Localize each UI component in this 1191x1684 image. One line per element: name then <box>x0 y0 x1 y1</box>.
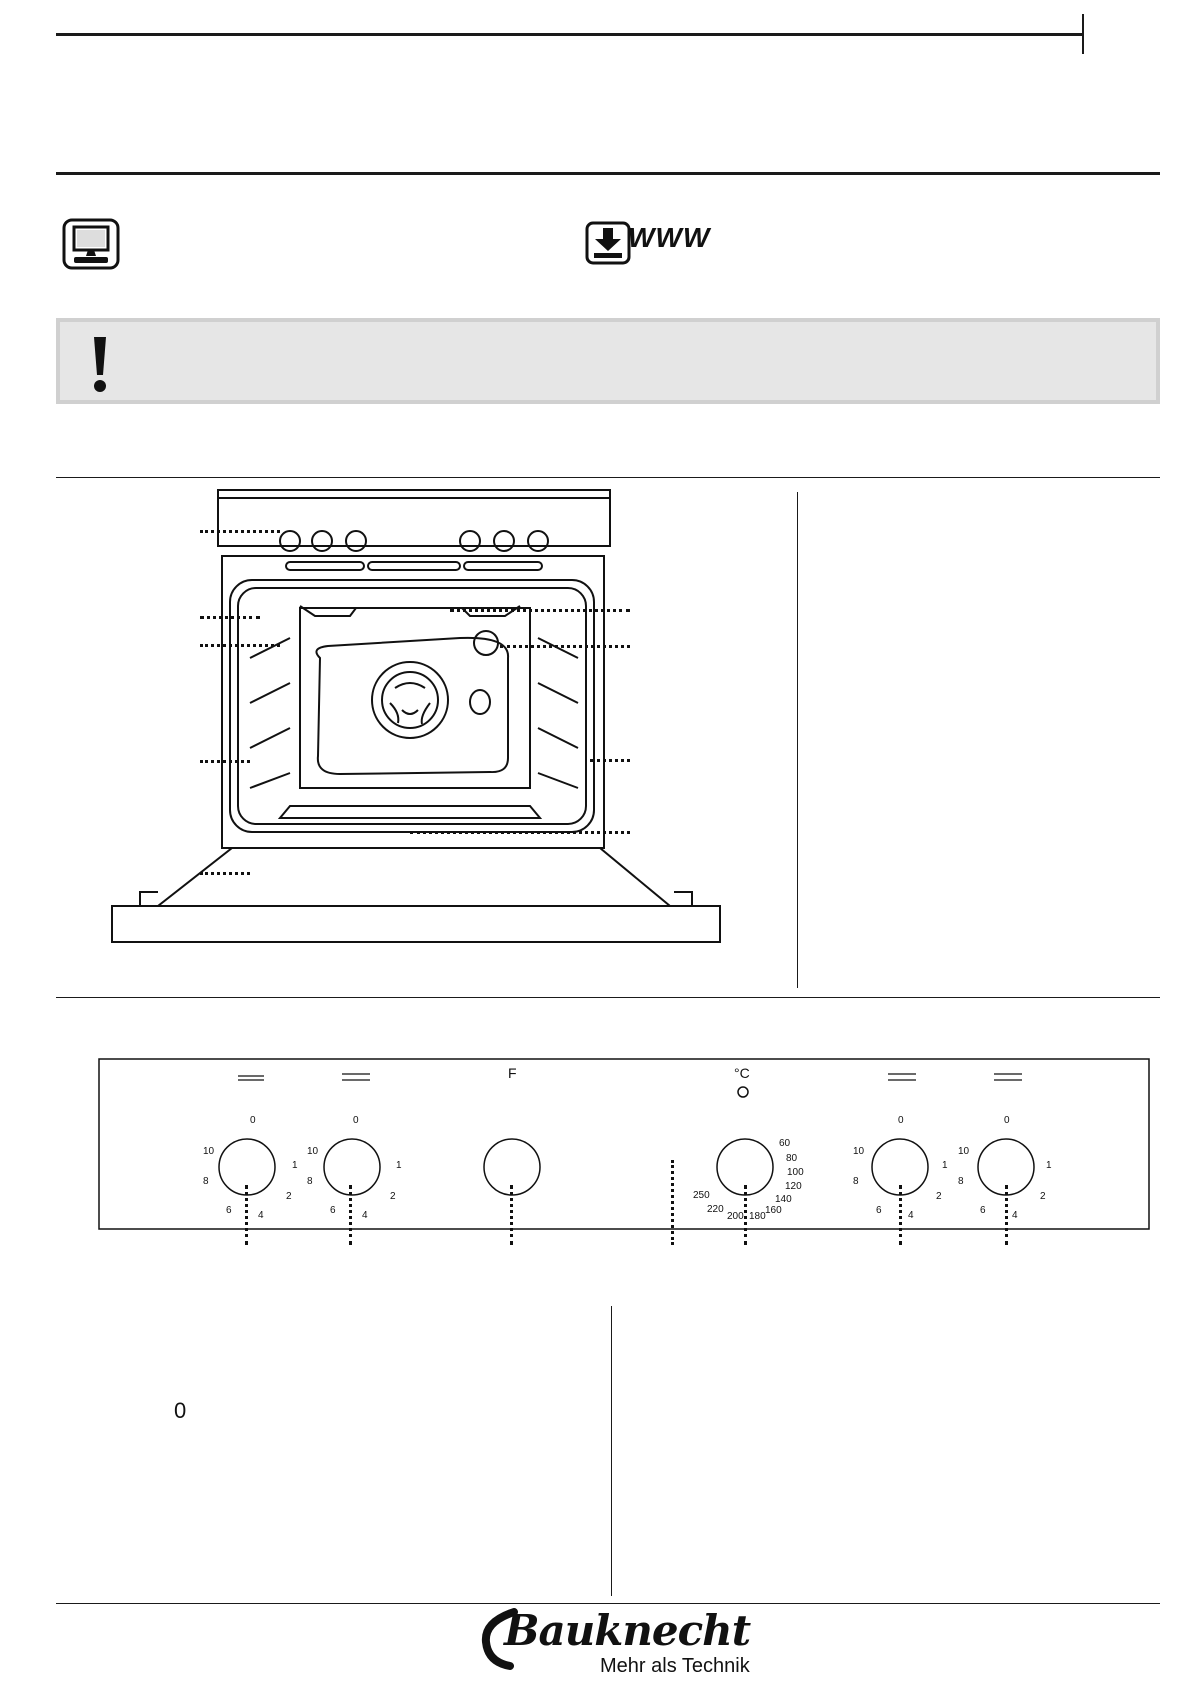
knob2-scale-1: 1 <box>396 1160 402 1171</box>
knob2-scale-6: 6 <box>330 1205 336 1216</box>
knob2-scale-2: 2 <box>390 1191 396 1202</box>
knob1-scale-10: 10 <box>203 1146 215 1157</box>
oven-illustration <box>110 488 730 963</box>
knob5-scale-6: 6 <box>876 1205 882 1216</box>
knob5-scale-4: 4 <box>908 1210 914 1221</box>
leader-knob6 <box>1005 1185 1008 1245</box>
thermo-scale-80: 80 <box>786 1153 798 1164</box>
section-rule-2 <box>56 997 1160 998</box>
knob6-scale-8: 8 <box>958 1176 964 1187</box>
knob2-scale-8: 8 <box>307 1176 313 1187</box>
thermo-scale-120: 120 <box>785 1181 802 1192</box>
leader-knob1 <box>245 1185 248 1245</box>
leader-light <box>500 645 630 648</box>
leader-bottom <box>410 831 630 834</box>
download-link-text[interactable]: WWW <box>628 222 711 253</box>
leader-shelves <box>200 760 250 763</box>
knob2-scale-4: 4 <box>362 1210 368 1221</box>
leader-knob5 <box>899 1185 902 1245</box>
knob5-scale-1: 1 <box>942 1160 948 1171</box>
function-knob-label: F <box>508 1065 517 1081</box>
knob6-scale-2: 2 <box>1040 1191 1046 1202</box>
leader-side <box>590 759 630 762</box>
leader-knob3 <box>510 1185 513 1245</box>
knob1-scale-4: 4 <box>258 1210 264 1221</box>
thermo-scale-180: 180 <box>749 1211 766 1222</box>
header-rule <box>56 172 1160 175</box>
thermo-scale-100: 100 <box>787 1167 804 1178</box>
thermo-scale-140: 140 <box>775 1194 792 1205</box>
knob1-scale-2: 2 <box>286 1191 292 1202</box>
knob5-scale-10: 10 <box>853 1146 865 1157</box>
knob6-scale-4: 4 <box>1012 1210 1018 1221</box>
leader-fan <box>200 644 280 647</box>
thermo-scale-220: 220 <box>707 1204 724 1215</box>
knob6-scale-1: 1 <box>1046 1160 1052 1171</box>
computer-icon <box>62 218 120 275</box>
body-column-divider <box>611 1306 612 1596</box>
knob6-scale-0: 0 <box>1004 1115 1010 1126</box>
top-rule-tick <box>1082 14 1084 54</box>
knob1-scale-6: 6 <box>226 1205 232 1216</box>
knob2-scale-0: 0 <box>353 1115 359 1126</box>
zero-symbol: 0 <box>174 1398 187 1423</box>
leader-knob2 <box>349 1185 352 1245</box>
download-icon <box>585 221 631 270</box>
thermo-scale-160: 160 <box>765 1205 782 1216</box>
knob2-scale-10: 10 <box>307 1146 319 1157</box>
control-panel <box>98 1058 1150 1235</box>
leader-grill <box>200 616 260 619</box>
brand-tagline: Mehr als Technik <box>600 1655 750 1677</box>
leader-lamp <box>450 609 630 612</box>
thermo-scale-200: 200 <box>727 1211 744 1222</box>
knob1-scale-8: 8 <box>203 1176 209 1187</box>
exclamation-icon <box>90 335 110 400</box>
knob5-scale-0: 0 <box>898 1115 904 1126</box>
top-rule <box>56 33 1083 36</box>
knob5-scale-2: 2 <box>936 1191 942 1202</box>
knob1-scale-1: 1 <box>292 1160 298 1171</box>
knob1-scale-0: 0 <box>250 1115 256 1126</box>
knob6-scale-10: 10 <box>958 1146 970 1157</box>
knob5-scale-8: 8 <box>853 1176 859 1187</box>
warning-box <box>56 318 1160 404</box>
leader-knob4 <box>744 1185 747 1245</box>
leader-thermo-light <box>671 1160 674 1245</box>
column-divider <box>797 492 798 988</box>
thermostat-knob-label: °C <box>734 1065 750 1081</box>
knob6-scale-6: 6 <box>980 1205 986 1216</box>
footer-rule <box>56 1603 1160 1604</box>
leader-door <box>200 872 250 875</box>
thermo-scale-250: 250 <box>693 1190 710 1201</box>
leader-controls <box>200 530 280 533</box>
thermo-scale-60: 60 <box>779 1138 791 1149</box>
section-rule <box>56 477 1160 478</box>
brand-name: Bauknecht <box>504 1606 751 1655</box>
